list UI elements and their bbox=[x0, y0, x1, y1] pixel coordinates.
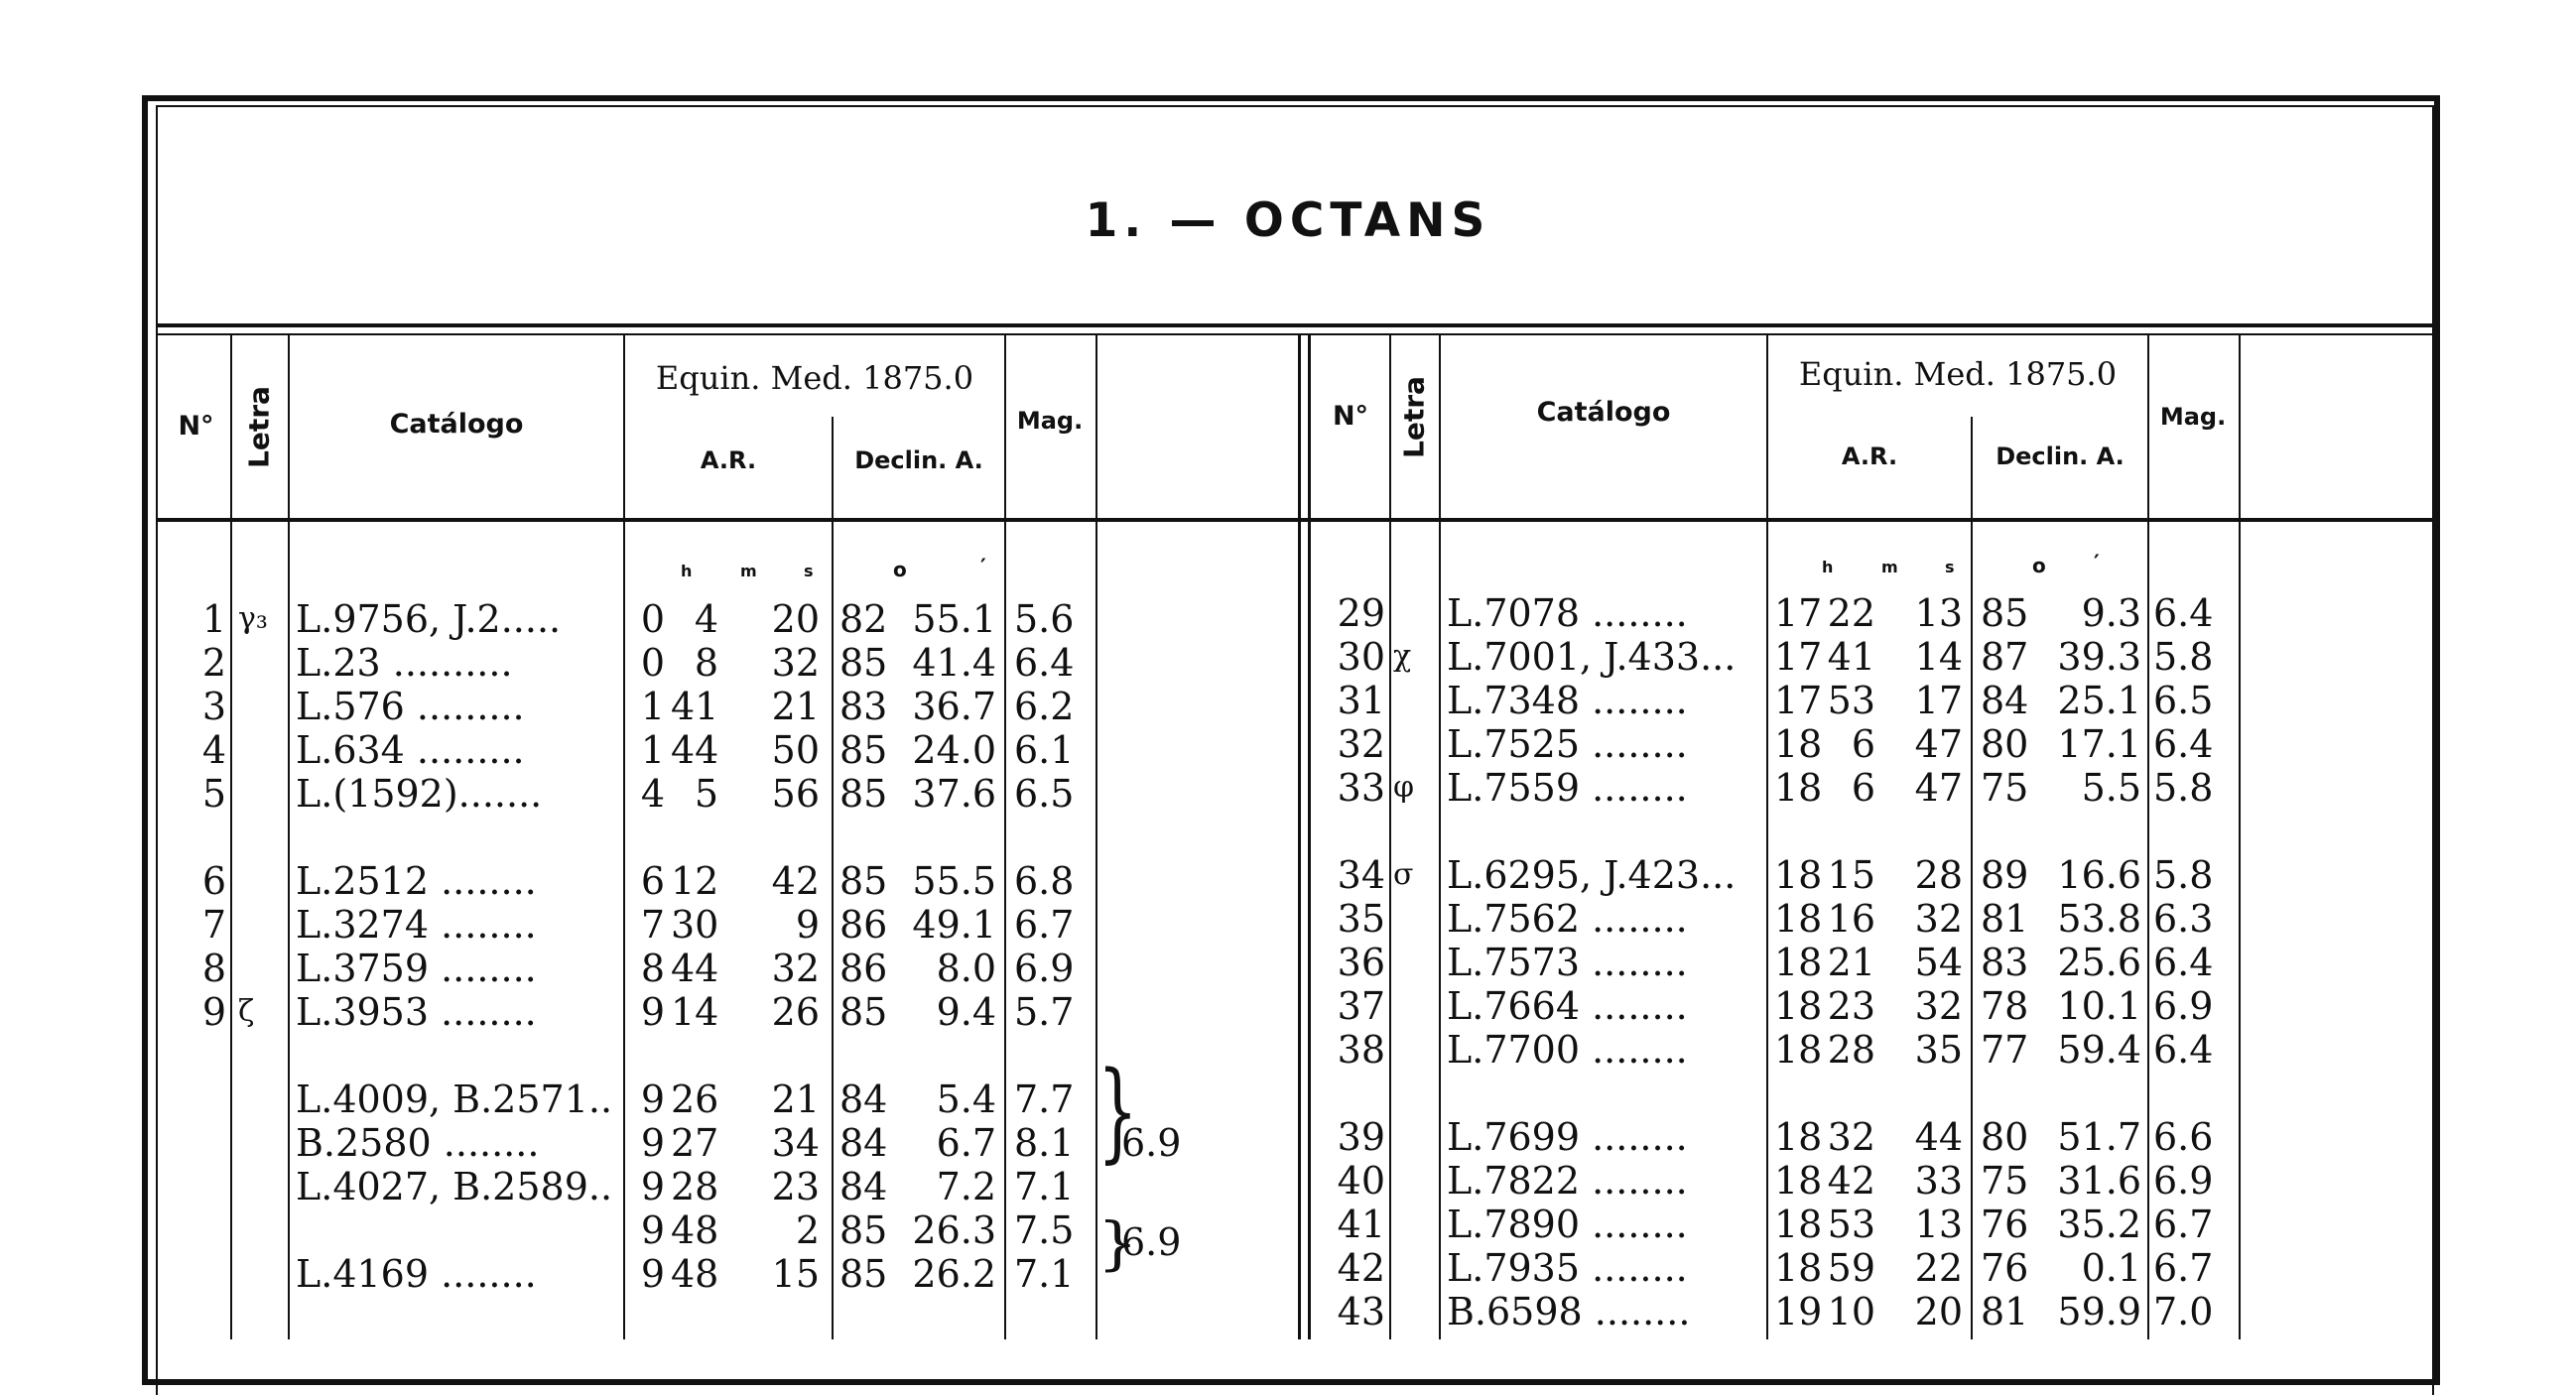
cell-mag: 6.4 bbox=[2153, 941, 2214, 984]
cell-s: 22 bbox=[1914, 1246, 1963, 1290]
cell-m: 4 bbox=[694, 597, 718, 641]
cell-cat: L.3953 ........ bbox=[296, 990, 537, 1034]
cell-mag: 6.5 bbox=[2153, 679, 2214, 722]
cell-s: 2 bbox=[795, 1208, 820, 1252]
cell-s: 9 bbox=[795, 903, 820, 947]
cell-m: 48 bbox=[671, 1252, 719, 1296]
cell-m: 59 bbox=[1827, 1246, 1875, 1290]
cell-mag: 6.4 bbox=[2153, 722, 2214, 766]
cell-dm: 41.4 bbox=[912, 641, 996, 685]
cell-h: 17 bbox=[1774, 679, 1823, 722]
cell-dm: 55.5 bbox=[912, 859, 996, 903]
cell-m: 5 bbox=[694, 772, 718, 816]
cell-h: 0 bbox=[640, 597, 665, 641]
page-title: 1. — OCTANS bbox=[1085, 193, 1491, 248]
combined-mag: 6.9 bbox=[1121, 1121, 1182, 1165]
cell-d: 86 bbox=[839, 903, 888, 947]
cell-s: 42 bbox=[771, 859, 820, 903]
cell-cat: L.4009, B.2571.. bbox=[296, 1078, 613, 1121]
cell-s: 13 bbox=[1914, 1203, 1963, 1246]
cell-m: 23 bbox=[1827, 984, 1875, 1028]
cell-dm: 26.3 bbox=[912, 1208, 996, 1252]
cell-d: 89 bbox=[1981, 853, 2029, 897]
cell-h: 18 bbox=[1774, 897, 1823, 941]
cell-m: 28 bbox=[671, 1165, 719, 1208]
unit-h: h bbox=[681, 562, 693, 580]
cell-no: 36 bbox=[1337, 941, 1385, 984]
cell-letra: φ bbox=[1393, 770, 1415, 805]
cell-mag: 6.7 bbox=[2153, 1203, 2214, 1246]
cell-m: 53 bbox=[1827, 1203, 1875, 1246]
cell-mag: 6.9 bbox=[2153, 1159, 2214, 1203]
cell-h: 17 bbox=[1774, 591, 1823, 635]
cell-d: 86 bbox=[839, 947, 888, 990]
table-row bbox=[0, 1290, 2576, 1333]
cell-dm: 5.4 bbox=[936, 1078, 996, 1121]
cell-dm: 7.2 bbox=[936, 1165, 996, 1208]
cell-m: 14 bbox=[671, 990, 719, 1034]
cell-m: 32 bbox=[1827, 1115, 1875, 1159]
cell-dm: 9.4 bbox=[936, 990, 996, 1034]
cell-cat: L.23 .......... bbox=[296, 641, 513, 685]
cell-mag: 5.7 bbox=[1014, 990, 1075, 1034]
cell-no: 37 bbox=[1337, 984, 1385, 1028]
cell-dm: 9.3 bbox=[2081, 591, 2141, 635]
cell-mag: 7.1 bbox=[1014, 1165, 1075, 1208]
cell-dm: 37.6 bbox=[912, 772, 996, 816]
cell-d: 83 bbox=[839, 685, 888, 728]
cell-s: 15 bbox=[771, 1252, 820, 1296]
cell-s: 26 bbox=[771, 990, 820, 1034]
cell-mag: 6.9 bbox=[1014, 947, 1075, 990]
cell-no: 43 bbox=[1337, 1290, 1385, 1333]
cell-m: 44 bbox=[671, 947, 719, 990]
table-row bbox=[0, 941, 2576, 984]
unit-h: h bbox=[1822, 558, 1834, 576]
cell-no: 9 bbox=[201, 990, 226, 1034]
cell-m: 42 bbox=[1827, 1159, 1875, 1203]
cell-d: 87 bbox=[1981, 635, 2029, 679]
cell-h: 18 bbox=[1774, 1159, 1823, 1203]
cell-cat: L.3759 ........ bbox=[296, 947, 537, 990]
table-row bbox=[0, 984, 2576, 1028]
cell-h: 0 bbox=[640, 641, 665, 685]
cell-no: 33 bbox=[1337, 766, 1385, 810]
cell-dm: 25.6 bbox=[2057, 941, 2141, 984]
cell-d: 75 bbox=[1981, 766, 2029, 810]
cell-mag: 7.1 bbox=[1014, 1252, 1075, 1296]
cell-cat: L.(1592)....... bbox=[296, 772, 543, 816]
cell-mag: 5.6 bbox=[1014, 597, 1075, 641]
cell-cat: L.7573 ........ bbox=[1447, 941, 1688, 984]
cell-m: 26 bbox=[671, 1078, 719, 1121]
cell-cat: L.4027, B.2589.. bbox=[296, 1165, 613, 1208]
table-row bbox=[0, 766, 2576, 810]
cell-s: 21 bbox=[771, 1078, 820, 1121]
cell-dm: 55.1 bbox=[912, 597, 996, 641]
cell-no: 7 bbox=[201, 903, 226, 947]
table-row bbox=[0, 591, 2576, 635]
cell-s: 56 bbox=[771, 772, 820, 816]
cell-h: 6 bbox=[640, 859, 665, 903]
cell-mag: 6.8 bbox=[1014, 859, 1075, 903]
cell-dm: 8.0 bbox=[936, 947, 996, 990]
header-no: N° bbox=[1332, 401, 1369, 432]
cell-cat: L.7559 ........ bbox=[1447, 766, 1688, 810]
cell-m: 12 bbox=[671, 859, 719, 903]
cell-mag: 5.8 bbox=[2153, 853, 2214, 897]
cell-dm: 59.9 bbox=[2057, 1290, 2141, 1333]
cell-letra: χ bbox=[1393, 639, 1412, 674]
cell-s: 20 bbox=[771, 597, 820, 641]
cell-h: 9 bbox=[640, 990, 665, 1034]
cell-mag: 6.4 bbox=[1014, 641, 1075, 685]
cell-m: 28 bbox=[1827, 1028, 1875, 1072]
cell-dm: 35.2 bbox=[2057, 1203, 2141, 1246]
cell-mag: 5.8 bbox=[2153, 635, 2214, 679]
cell-cat: L.9756, J.2..... bbox=[296, 597, 562, 641]
table-row bbox=[0, 635, 2576, 679]
cell-no: 4 bbox=[201, 728, 226, 772]
cell-h: 1 bbox=[640, 685, 665, 728]
table-row bbox=[0, 897, 2576, 941]
cell-s: 13 bbox=[1914, 591, 1963, 635]
cell-mag: 6.1 bbox=[1014, 728, 1075, 772]
cell-d: 85 bbox=[839, 641, 888, 685]
header-ar: A.R. bbox=[1841, 443, 1898, 470]
title-rule-thin bbox=[156, 333, 2434, 335]
cell-cat: L.7935 ........ bbox=[1447, 1246, 1688, 1290]
unit-m: m bbox=[1881, 558, 1898, 576]
table-row bbox=[0, 722, 2576, 766]
cell-m: 6 bbox=[1851, 722, 1875, 766]
cell-d: 84 bbox=[839, 1121, 888, 1165]
cell-cat: L.3274 ........ bbox=[296, 903, 537, 947]
cell-h: 18 bbox=[1774, 766, 1823, 810]
cell-d: 84 bbox=[1981, 679, 2029, 722]
cell-cat: B.6598 ........ bbox=[1447, 1290, 1691, 1333]
cell-mag: 6.4 bbox=[2153, 591, 2214, 635]
cell-h: 18 bbox=[1774, 1028, 1823, 1072]
cell-m: 27 bbox=[671, 1121, 719, 1165]
cell-mag: 5.8 bbox=[2153, 766, 2214, 810]
cell-s: 33 bbox=[1914, 1159, 1963, 1203]
cell-cat: L.7664 ........ bbox=[1447, 984, 1688, 1028]
cell-s: 32 bbox=[1914, 984, 1963, 1028]
cell-cat: L.2512 ........ bbox=[296, 859, 537, 903]
cell-d: 78 bbox=[1981, 984, 2029, 1028]
header-equinox: Equin. Med. 1875.0 bbox=[655, 359, 974, 397]
cell-h: 9 bbox=[640, 1078, 665, 1121]
cell-d: 83 bbox=[1981, 941, 2029, 984]
cell-d: 80 bbox=[1981, 1115, 2029, 1159]
cell-m: 41 bbox=[1827, 635, 1875, 679]
table-row bbox=[0, 679, 2576, 722]
cell-h: 8 bbox=[640, 947, 665, 990]
cell-no: 34 bbox=[1337, 853, 1385, 897]
cell-d: 81 bbox=[1981, 1290, 2029, 1333]
cell-no: 30 bbox=[1337, 635, 1385, 679]
cell-h: 9 bbox=[640, 1165, 665, 1208]
cell-m: 30 bbox=[671, 903, 719, 947]
cell-mag: 7.0 bbox=[2153, 1290, 2214, 1333]
cell-letra: σ bbox=[1393, 857, 1414, 892]
cell-m: 41 bbox=[671, 685, 719, 728]
cell-dm: 51.7 bbox=[2057, 1115, 2141, 1159]
cell-h: 18 bbox=[1774, 1203, 1823, 1246]
header-declin: Declin. A. bbox=[1996, 443, 2125, 470]
unit-m: m bbox=[740, 562, 757, 580]
cell-dm: 49.1 bbox=[912, 903, 996, 947]
cell-cat: L.7890 ........ bbox=[1447, 1203, 1688, 1246]
cell-cat: L.7078 ........ bbox=[1447, 591, 1688, 635]
header-catalogo: Catálogo bbox=[1536, 397, 1671, 428]
cell-h: 4 bbox=[640, 772, 665, 816]
cell-m: 22 bbox=[1827, 591, 1875, 635]
cell-d: 77 bbox=[1981, 1028, 2029, 1072]
cell-s: 23 bbox=[771, 1165, 820, 1208]
cell-cat: L.7525 ........ bbox=[1447, 722, 1688, 766]
cell-d: 80 bbox=[1981, 722, 2029, 766]
cell-dm: 25.1 bbox=[2057, 679, 2141, 722]
cell-mag: 6.9 bbox=[2153, 984, 2214, 1028]
table-row bbox=[0, 1115, 2576, 1159]
table-row bbox=[0, 1203, 2576, 1246]
cell-s: 28 bbox=[1914, 853, 1963, 897]
cell-dm: 26.2 bbox=[912, 1252, 996, 1296]
unit-deg: o bbox=[2032, 554, 2046, 577]
cell-no: 29 bbox=[1337, 591, 1385, 635]
header-mag: Mag. bbox=[2159, 403, 2227, 431]
cell-no: 38 bbox=[1337, 1028, 1385, 1072]
table-row bbox=[0, 1028, 2576, 1072]
cell-d: 85 bbox=[839, 1208, 888, 1252]
cell-no: 3 bbox=[201, 685, 226, 728]
cell-h: 17 bbox=[1774, 635, 1823, 679]
cell-dm: 16.6 bbox=[2057, 853, 2141, 897]
cell-dm: 31.6 bbox=[2057, 1159, 2141, 1203]
cell-h: 9 bbox=[640, 1208, 665, 1252]
cell-h: 19 bbox=[1774, 1290, 1823, 1333]
cell-m: 15 bbox=[1827, 853, 1875, 897]
header-ar: A.R. bbox=[700, 446, 757, 474]
table-row bbox=[0, 1246, 2576, 1290]
header-no: N° bbox=[178, 411, 214, 442]
cell-mag: 6.7 bbox=[1014, 903, 1075, 947]
brace: } bbox=[1097, 1051, 1138, 1176]
cell-cat: L.7699 ........ bbox=[1447, 1115, 1688, 1159]
cell-d: 85 bbox=[839, 859, 888, 903]
cell-s: 54 bbox=[1914, 941, 1963, 984]
cell-mag: 6.7 bbox=[2153, 1246, 2214, 1290]
cell-h: 18 bbox=[1774, 1115, 1823, 1159]
cell-d: 82 bbox=[839, 597, 888, 641]
cell-d: 76 bbox=[1981, 1246, 2029, 1290]
cell-dm: 24.0 bbox=[912, 728, 996, 772]
cell-dm: 39.3 bbox=[2057, 635, 2141, 679]
cell-cat: L.576 ......... bbox=[296, 685, 525, 728]
cell-h: 7 bbox=[640, 903, 665, 947]
cell-mag: 8.1 bbox=[1014, 1121, 1075, 1165]
cell-cat: L.6295, J.423... bbox=[1447, 853, 1737, 897]
cell-no: 31 bbox=[1337, 679, 1385, 722]
cell-cat: L.7001, J.433... bbox=[1447, 635, 1737, 679]
cell-no: 40 bbox=[1337, 1159, 1385, 1203]
cell-dm: 59.4 bbox=[2057, 1028, 2141, 1072]
cell-no: 35 bbox=[1337, 897, 1385, 941]
cell-d: 85 bbox=[839, 772, 888, 816]
cell-no: 8 bbox=[201, 947, 226, 990]
cell-h: 18 bbox=[1774, 984, 1823, 1028]
cell-h: 18 bbox=[1774, 853, 1823, 897]
cell-s: 50 bbox=[771, 728, 820, 772]
cell-m: 6 bbox=[1851, 766, 1875, 810]
cell-h: 1 bbox=[640, 728, 665, 772]
cell-letra: γ₃ bbox=[238, 601, 268, 636]
table-row bbox=[0, 1159, 2576, 1203]
cell-s: 47 bbox=[1914, 766, 1963, 810]
cell-m: 10 bbox=[1827, 1290, 1875, 1333]
header-equinox: Equin. Med. 1875.0 bbox=[1798, 355, 2118, 393]
cell-dm: 36.7 bbox=[912, 685, 996, 728]
cell-no: 39 bbox=[1337, 1115, 1385, 1159]
cell-dm: 10.1 bbox=[2057, 984, 2141, 1028]
cell-dm: 0.1 bbox=[2081, 1246, 2141, 1290]
header-catalogo: Catálogo bbox=[389, 409, 524, 440]
cell-dm: 53.8 bbox=[2057, 897, 2141, 941]
cell-s: 32 bbox=[771, 947, 820, 990]
header-declin: Declin. A. bbox=[854, 446, 983, 474]
cell-no: 5 bbox=[201, 772, 226, 816]
cell-s: 17 bbox=[1914, 679, 1963, 722]
cell-h: 18 bbox=[1774, 722, 1823, 766]
cell-d: 85 bbox=[839, 1252, 888, 1296]
cell-s: 44 bbox=[1914, 1115, 1963, 1159]
table-row bbox=[0, 853, 2576, 897]
title-rule bbox=[156, 323, 2434, 327]
cell-m: 53 bbox=[1827, 679, 1875, 722]
header-mag: Mag. bbox=[1016, 407, 1084, 435]
cell-letra: ζ bbox=[238, 994, 255, 1029]
cell-s: 32 bbox=[1914, 897, 1963, 941]
cell-s: 21 bbox=[771, 685, 820, 728]
cell-mag: 6.6 bbox=[2153, 1115, 2214, 1159]
cell-d: 81 bbox=[1981, 897, 2029, 941]
cell-d: 85 bbox=[1981, 591, 2029, 635]
cell-m: 21 bbox=[1827, 941, 1875, 984]
cell-d: 85 bbox=[839, 728, 888, 772]
unit-s: s bbox=[804, 562, 814, 580]
cell-no: 6 bbox=[201, 859, 226, 903]
cell-cat: B.2580 ........ bbox=[296, 1121, 540, 1165]
cell-no: 42 bbox=[1337, 1246, 1385, 1290]
cell-mag: 6.4 bbox=[2153, 1028, 2214, 1072]
cell-h: 9 bbox=[640, 1252, 665, 1296]
cell-h: 18 bbox=[1774, 941, 1823, 984]
cell-s: 47 bbox=[1914, 722, 1963, 766]
cell-dm: 6.7 bbox=[936, 1121, 996, 1165]
cell-d: 76 bbox=[1981, 1203, 2029, 1246]
cell-cat: L.7348 ........ bbox=[1447, 679, 1688, 722]
cell-cat: L.7562 ........ bbox=[1447, 897, 1688, 941]
cell-s: 14 bbox=[1914, 635, 1963, 679]
cell-h: 9 bbox=[640, 1121, 665, 1165]
cell-s: 35 bbox=[1914, 1028, 1963, 1072]
cell-d: 84 bbox=[839, 1078, 888, 1121]
unit-min: ′ bbox=[980, 556, 986, 580]
cell-mag: 6.3 bbox=[2153, 897, 2214, 941]
header-letra: Letra bbox=[1397, 376, 1431, 458]
cell-s: 20 bbox=[1914, 1290, 1963, 1333]
unit-s: s bbox=[1945, 558, 1955, 576]
cell-no: 1 bbox=[201, 597, 226, 641]
header-letra: Letra bbox=[242, 386, 276, 468]
cell-m: 48 bbox=[671, 1208, 719, 1252]
cell-mag: 7.5 bbox=[1014, 1208, 1075, 1252]
cell-m: 8 bbox=[694, 641, 718, 685]
cell-no: 2 bbox=[201, 641, 226, 685]
cell-s: 34 bbox=[771, 1121, 820, 1165]
cell-dm: 5.5 bbox=[2081, 766, 2141, 810]
cell-d: 85 bbox=[839, 990, 888, 1034]
unit-min: ′ bbox=[2094, 552, 2100, 576]
combined-mag: 6.9 bbox=[1121, 1220, 1182, 1264]
cell-mag: 7.7 bbox=[1014, 1078, 1075, 1121]
cell-cat: L.634 ......... bbox=[296, 728, 525, 772]
cell-cat: L.7700 ........ bbox=[1447, 1028, 1688, 1072]
cell-mag: 6.2 bbox=[1014, 685, 1075, 728]
cell-mag: 6.5 bbox=[1014, 772, 1075, 816]
cell-dm: 17.1 bbox=[2057, 722, 2141, 766]
cell-d: 75 bbox=[1981, 1159, 2029, 1203]
cell-no: 41 bbox=[1337, 1203, 1385, 1246]
cell-d: 84 bbox=[839, 1165, 888, 1208]
header-rule bbox=[156, 518, 2434, 522]
cell-s: 32 bbox=[771, 641, 820, 685]
brace: } bbox=[1097, 1210, 1138, 1278]
cell-m: 44 bbox=[671, 728, 719, 772]
cell-cat: L.4169 ........ bbox=[296, 1252, 537, 1296]
cell-no: 32 bbox=[1337, 722, 1385, 766]
unit-deg: o bbox=[893, 558, 907, 581]
cell-m: 16 bbox=[1827, 897, 1875, 941]
cell-h: 18 bbox=[1774, 1246, 1823, 1290]
cell-cat: L.7822 ........ bbox=[1447, 1159, 1688, 1203]
